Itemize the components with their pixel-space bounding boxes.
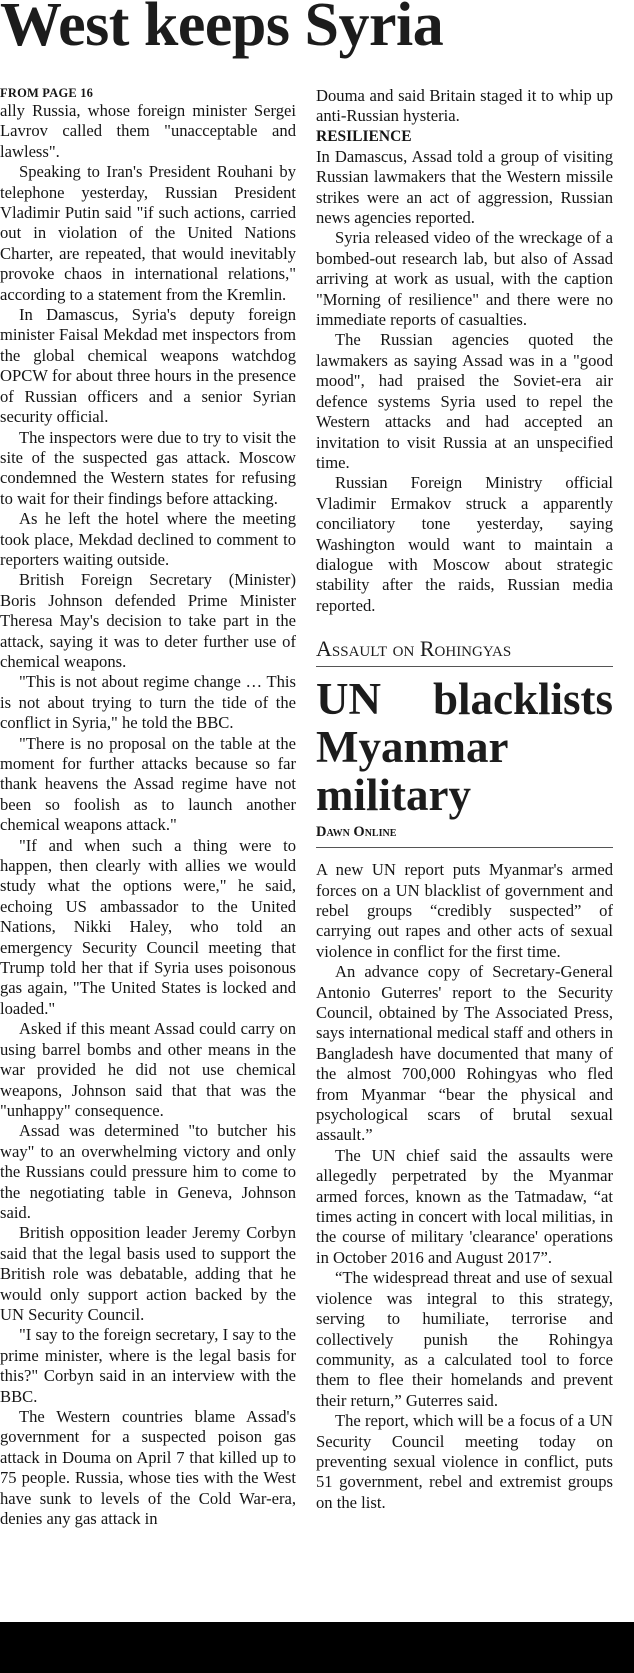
paragraph: The Western countries blame Assad's government for a suspected poison gas attack in Douma on April 7 that killed up to 75 people. Russia, whose ties with the West have sunk to levels of the Cold War-era, denies any gas attack in [0,1407,296,1529]
continuation-paragraph: Douma and said Britain staged it to whip up anti-Russian hysteria. [316,86,613,126]
left-column [0,86,296,1622]
paragraph: Syria released video of the wreckage of a bombed-out research lab, but also of Assad arriving at work as usual, with the caption "Morning of resilience" and there were no immediate reports of casualties. [316,228,613,330]
paragraph: Speaking to Iran's President Rouhani by telephone yesterday, Russian President Vladimir Putin said "if such actions, carried out in violation of the United Nations Charter, are repeated, that would inevitably provoke chaos in international relations," according to a statement from the Kremlin. [0,162,296,304]
paragraph: The report, which will be a focus of a UN Security Council meeting today on preventing sexual violence in conflict, puts 51 government, rebel and extremist groups on the list. [316,1411,613,1512]
paragraph: Asked if this meant Assad could carry on using barrel bombs and other means in the war provided he did not use chemical weapons, Johnson said that that was the "unhappy" consequence. [0,1019,296,1120]
paragraph: An advance copy of Secretary-General Antonio Guterres' report to the Security Council, obtained by The Associated Press, says international medical staff and others in Bangladesh have documented that many of the almost 700,000 Rohingyas who fled from Myanmar “bear the physical and psychological scars of brutal sexual assault.” [316,962,613,1145]
main-headline: West keeps Syria [0,0,444,59]
story-headline: UN blacklists Myanmar military [316,674,613,821]
paragraph: The Russian agencies quoted the lawmakers as saying Assad was in a "good mood", had praised the Soviet-era air defence systems Syria used to repel the Western attacks and had accepted an invitation to visit Russia at an unspecified time. [316,330,613,472]
paragraph: In Damascus, Assad told a group of visiting Russian lawmakers that the Western missile strikes were an act of aggression, Russian news agencies reported. [316,146,613,228]
story-kicker: Assault on Rohingyas [316,636,512,662]
paragraph: “The widespread threat and use of sexual violence was integral to this strategy, serving to humiliate, terrorise and collectively punish the Rohingya community, as a calculated tool to force them to flee their homelands and prevent their return,” Guterres said. [316,1268,613,1410]
paragraph: Assad was determined "to butcher his way" to an overwhelming victory and only the Russians could pressure him to come to the negotiating table in Geneva, Johnson said. [0,1121,296,1222]
paragraph: "If and when such a thing were to happen, then clearly with allies we would study what the options were," he said, echoing US ambassador to the United Nations, Nikki Haley, who told an emergency Security Council meeting that Trump told her that if Syria uses poisonous gas again, "The United States is locked and loaded." [0,835,296,1018]
paragraph: "I say to the foreign secretary, I say to the prime minister, where is the legal basis for this?" Corbyn said in an interview with the BBC. [0,1325,296,1406]
divider [316,666,613,667]
paragraph: "There is no proposal on the table at the moment for further attacks because so far thank heavens the Assad regime have not been so foolish as to launch another chemical weapons attack." [0,733,296,835]
subhead-resilience: RESILIENCE [316,127,412,145]
paragraph: The inspectors were due to try to visit the site of the suspected gas attack. Moscow condemned the Western states for refusing to wait for their findings before attacking. [0,427,296,508]
paragraph: The UN chief said the assaults were allegedly perpetrated by the Myanmar armed forces, known as the Tatmadaw, “at times acting in concert with local militias, in the course of military 'clearance' operations in October 2016 and August 2017”. [316,1145,613,1267]
paragraph: A new UN report puts Myanmar's armed forces on a UN blacklist of government and rebel groups “credibly suspected” of carrying out rapes and other acts of sexual violence in conflict for the first time. [316,860,613,961]
paragraph: "This is not about regime change … This is not about trying to turn the tide of the conflict in Syria," he told the BBC. [0,672,296,733]
second-story [316,636,613,1513]
paragraph: British opposition leader Jeremy Corbyn said that the legal basis used to support the British role was debatable, adding that he would only support action backed by the UN Security Council. [0,1223,296,1324]
paragraph: British Foreign Secretary (Minister) Boris Johnson defended Prime Minister Theresa May's decision to take part in the attack, saying it was to deter further use of chemical weapons. [0,570,296,671]
paragraph: As he left the hotel where the meeting took place, Mekdad declined to comment to reporters waiting outside. [0,509,296,569]
divider [316,847,613,848]
right-column [316,86,613,1622]
from-page-label: FROM PAGE 16 [0,86,94,100]
paragraph: ally Russia, whose foreign minister Sergei Lavrov called them "unacceptable and lawless". [0,101,296,161]
paragraph: In Damascus, Syria's deputy foreign minister Faisal Mekdad met inspectors from the global chemical weapons watchdog OPCW for about three hours in the presence of Russian officers and a senior Syrian security official. [0,305,296,427]
paragraph: Russian Foreign Ministry official Vladimir Ermakov struck a apparently conciliatory tone yesterday, saying Washington would want to maintain a dialogue with Moscow about strategic stability after the raids, Russian media reported. [316,473,613,615]
byline: Dawn Online [316,824,397,841]
